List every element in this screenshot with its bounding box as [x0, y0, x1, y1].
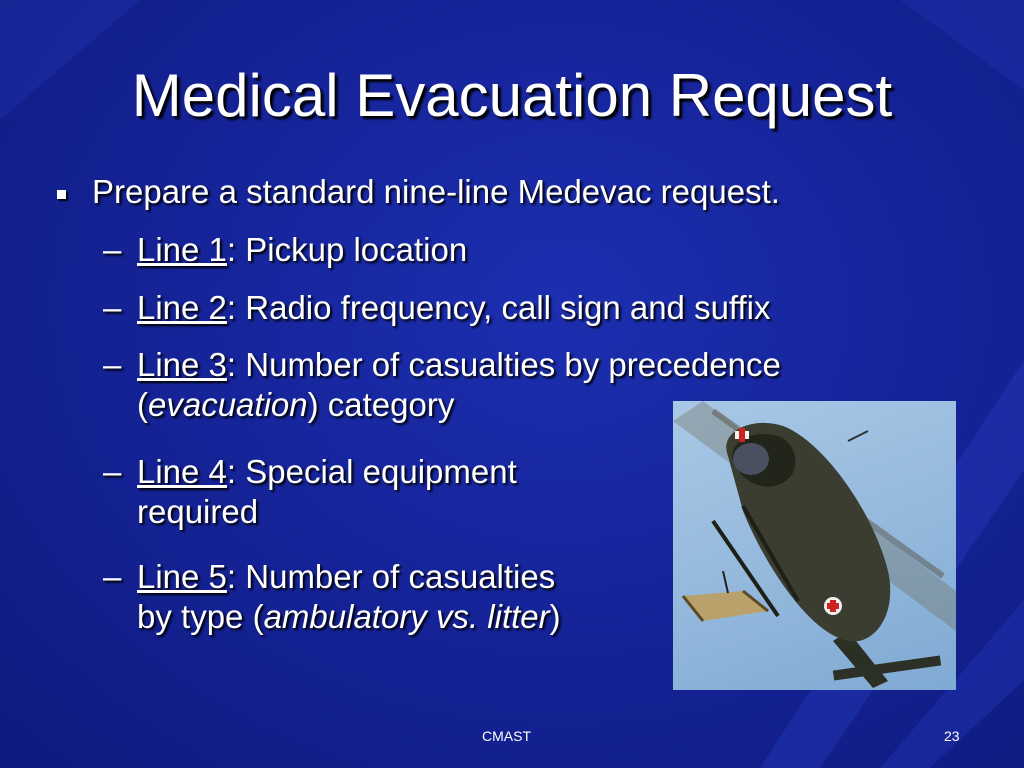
list-item: – Line 3: Number of casualties by precedence (evacuation) category — [103, 346, 781, 423]
helicopter-photo — [673, 401, 956, 690]
list-item: – Line 4: Special equipment required — [103, 453, 517, 530]
line-2-label: Line 2 — [137, 289, 227, 326]
list-item: – Line 5: Number of casualties by type (ambulatory vs. litter) — [103, 558, 561, 635]
square-bullet-icon — [57, 190, 66, 199]
list-item: – Line 2: Radio frequency, call sign and suffix — [103, 289, 771, 326]
page-number: 23 — [944, 728, 960, 744]
main-bullet-text: Prepare a standard nine-line Medevac request. — [92, 173, 780, 210]
slide-title: Medical Evacuation Request — [131, 62, 893, 129]
helicopter-icon — [673, 401, 956, 690]
line-3-label: Line 3 — [137, 346, 227, 383]
line-4-label: Line 4 — [137, 453, 227, 490]
list-item: – Line 1: Pickup location — [103, 231, 468, 268]
line-1-label: Line 1 — [137, 231, 227, 268]
line-5-label: Line 5 — [137, 558, 227, 595]
footer-label: CMAST — [482, 728, 531, 744]
